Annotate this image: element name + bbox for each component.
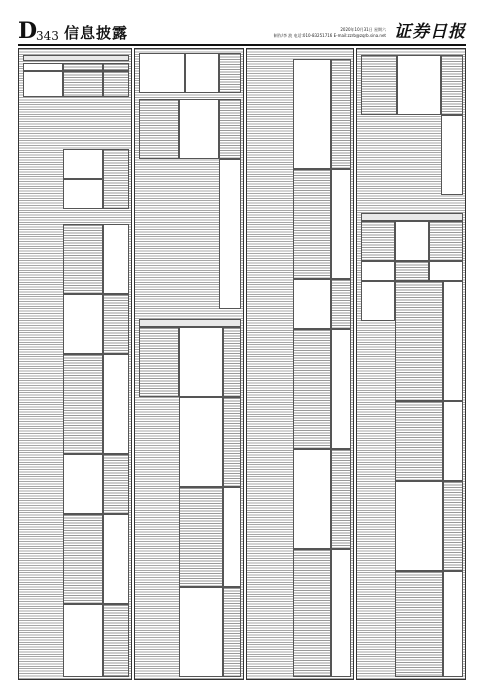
table-cell bbox=[395, 281, 443, 401]
table-cell bbox=[331, 59, 351, 169]
table-cell bbox=[293, 279, 331, 329]
table-cell bbox=[23, 71, 63, 97]
table-cell bbox=[63, 63, 103, 71]
table-cell bbox=[63, 514, 103, 604]
table-cell bbox=[219, 159, 241, 309]
masthead bbox=[18, 18, 466, 44]
table-cell bbox=[429, 261, 463, 281]
table-cell bbox=[361, 281, 395, 321]
section-letter: D bbox=[18, 18, 38, 44]
table-cell bbox=[395, 481, 443, 571]
table-cell bbox=[395, 571, 443, 677]
newspaper-logo: 证券日报 bbox=[394, 22, 466, 42]
table-cell bbox=[103, 514, 129, 604]
table-cell bbox=[429, 221, 463, 261]
masthead-rule bbox=[18, 44, 466, 46]
date-line: 2020年10月31日 星期六 bbox=[340, 27, 386, 32]
table-cell bbox=[63, 71, 103, 97]
table-cell bbox=[331, 169, 351, 279]
table-cell bbox=[219, 53, 241, 93]
table-cell bbox=[179, 327, 223, 397]
table-header bbox=[361, 213, 463, 221]
table-cell bbox=[441, 55, 463, 115]
table-cell bbox=[103, 354, 129, 454]
table-cell bbox=[103, 149, 129, 209]
table-header bbox=[139, 319, 241, 327]
table-cell bbox=[103, 294, 129, 354]
table-cell bbox=[139, 99, 179, 159]
section-title: 信息披露 bbox=[64, 24, 129, 42]
table-cell bbox=[293, 449, 331, 549]
editor-contact-line: 制作/李 波 电话:010-83251716 E-mail:zzrb@zqrb.sina.net bbox=[273, 33, 386, 38]
column-3 bbox=[246, 48, 354, 680]
table-cell bbox=[395, 261, 429, 281]
table-cell bbox=[63, 354, 103, 454]
table-cell bbox=[361, 221, 395, 261]
table-cell bbox=[63, 224, 103, 294]
table-cell bbox=[293, 329, 331, 449]
table-cell bbox=[103, 71, 129, 97]
column-4 bbox=[356, 48, 466, 680]
table-cell bbox=[23, 63, 63, 71]
table-cell bbox=[441, 115, 463, 195]
table-cell bbox=[223, 587, 241, 677]
table-cell bbox=[443, 481, 463, 571]
table-cell bbox=[293, 549, 331, 677]
table-cell bbox=[179, 397, 223, 487]
table-cell bbox=[139, 327, 179, 397]
column-1 bbox=[18, 48, 132, 680]
table-cell bbox=[293, 59, 331, 169]
table-cell bbox=[139, 53, 185, 93]
table-header bbox=[23, 55, 129, 61]
table-cell bbox=[179, 487, 223, 587]
table-cell bbox=[103, 63, 129, 71]
table-cell bbox=[185, 53, 219, 93]
table-cell bbox=[443, 281, 463, 401]
table-cell bbox=[331, 549, 351, 677]
table-cell bbox=[223, 397, 241, 487]
section-number: 343 bbox=[36, 29, 59, 43]
table-cell bbox=[361, 55, 397, 115]
table-cell bbox=[63, 604, 103, 677]
table-cell bbox=[395, 401, 443, 481]
table-cell bbox=[103, 224, 129, 294]
table-cell bbox=[331, 329, 351, 449]
table-cell bbox=[223, 327, 241, 397]
table-cell bbox=[103, 604, 129, 677]
table-cell bbox=[179, 99, 219, 159]
table-cell bbox=[63, 294, 103, 354]
table-cell bbox=[179, 587, 223, 677]
table-cell bbox=[443, 571, 463, 677]
column-2 bbox=[134, 48, 244, 680]
table-cell bbox=[361, 261, 395, 281]
table-cell bbox=[103, 454, 129, 514]
table-cell bbox=[331, 279, 351, 329]
table-cell bbox=[63, 179, 103, 209]
table-cell bbox=[443, 401, 463, 481]
table-cell bbox=[331, 449, 351, 549]
table-cell bbox=[293, 169, 331, 279]
table-cell bbox=[223, 487, 241, 587]
table-cell bbox=[219, 99, 241, 159]
table-cell bbox=[397, 55, 441, 115]
table-cell bbox=[395, 221, 429, 261]
table-cell bbox=[63, 454, 103, 514]
table-cell bbox=[63, 149, 103, 179]
